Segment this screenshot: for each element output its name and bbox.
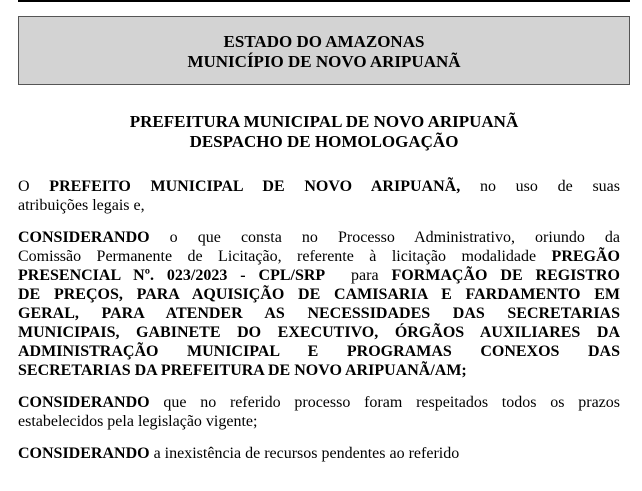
bold-text: DE PREÇOS, PARA AQUISIÇÃO DE CAMISARIA E FARDAMENTO EM: [18, 286, 620, 303]
bold-text: PRESENCIAL Nº. 023/2023 - CPL/SRP: [18, 267, 326, 284]
bold-text: SECRETARIAS DA PREFEITURA DE NOVO ARIPUANÃ/AM;: [18, 362, 467, 379]
text: estabelecidos pela legislação vigente;: [18, 413, 258, 430]
top-rule: [18, 0, 630, 2]
paragraph-prefeito: [18, 177, 620, 215]
header-box: [18, 16, 630, 85]
title-despacho: DESPACHO DE HOMOLOGAÇÃO: [189, 132, 459, 151]
bold-text: ADMINISTRAÇÃO MUNICIPAL E PROGRAMAS CONEXOS DAS: [18, 343, 620, 360]
text: O: [18, 178, 50, 195]
bold-text: GERAL, PARA ATENDER AS NECESSIDADES DAS SECRETARIAS: [18, 305, 620, 322]
bold-text: PREGÃO: [551, 248, 620, 265]
title-prefeitura: PREFEITURA MUNICIPAL DE NOVO ARIPUANÃ: [129, 112, 519, 131]
header-state: ESTADO DO AMAZONAS: [223, 32, 425, 51]
bold-text: CONSIDERANDO: [18, 229, 150, 246]
bold-text: FORMAÇÃO DE REGISTRO: [391, 267, 620, 284]
document-body: [18, 177, 620, 476]
text: a inexistência de recursos pendentes ao referido: [149, 445, 460, 462]
paragraph-considerando-2: [18, 393, 620, 431]
document-title: [18, 112, 630, 152]
header-municipality: MUNICÍPIO DE NOVO ARIPUANÃ: [187, 52, 461, 71]
bold-text: MUNICIPAIS, GABINETE DO EXECUTIVO, ÓRGÃOS AUXILIARES DA: [18, 324, 620, 341]
paragraph-considerando-3: [18, 444, 620, 463]
text: que no referido processo foram respeitados todos os prazos: [149, 394, 620, 411]
text: Comissão Permanente de Licitação, referente à licitação modalidade: [18, 248, 552, 265]
text: atribuições legais e,: [18, 197, 145, 214]
bold-text: PREFEITO MUNICIPAL DE NOVO ARIPUANÃ,: [49, 178, 461, 195]
text: o que consta no Processo Administrativo, oriundo da: [149, 229, 620, 246]
paragraph-considerando-1: [18, 228, 620, 380]
bold-text: CONSIDERANDO: [18, 445, 150, 462]
text: para: [325, 267, 392, 284]
bold-text: CONSIDERANDO: [18, 394, 150, 411]
text: no uso de suas: [460, 178, 621, 195]
